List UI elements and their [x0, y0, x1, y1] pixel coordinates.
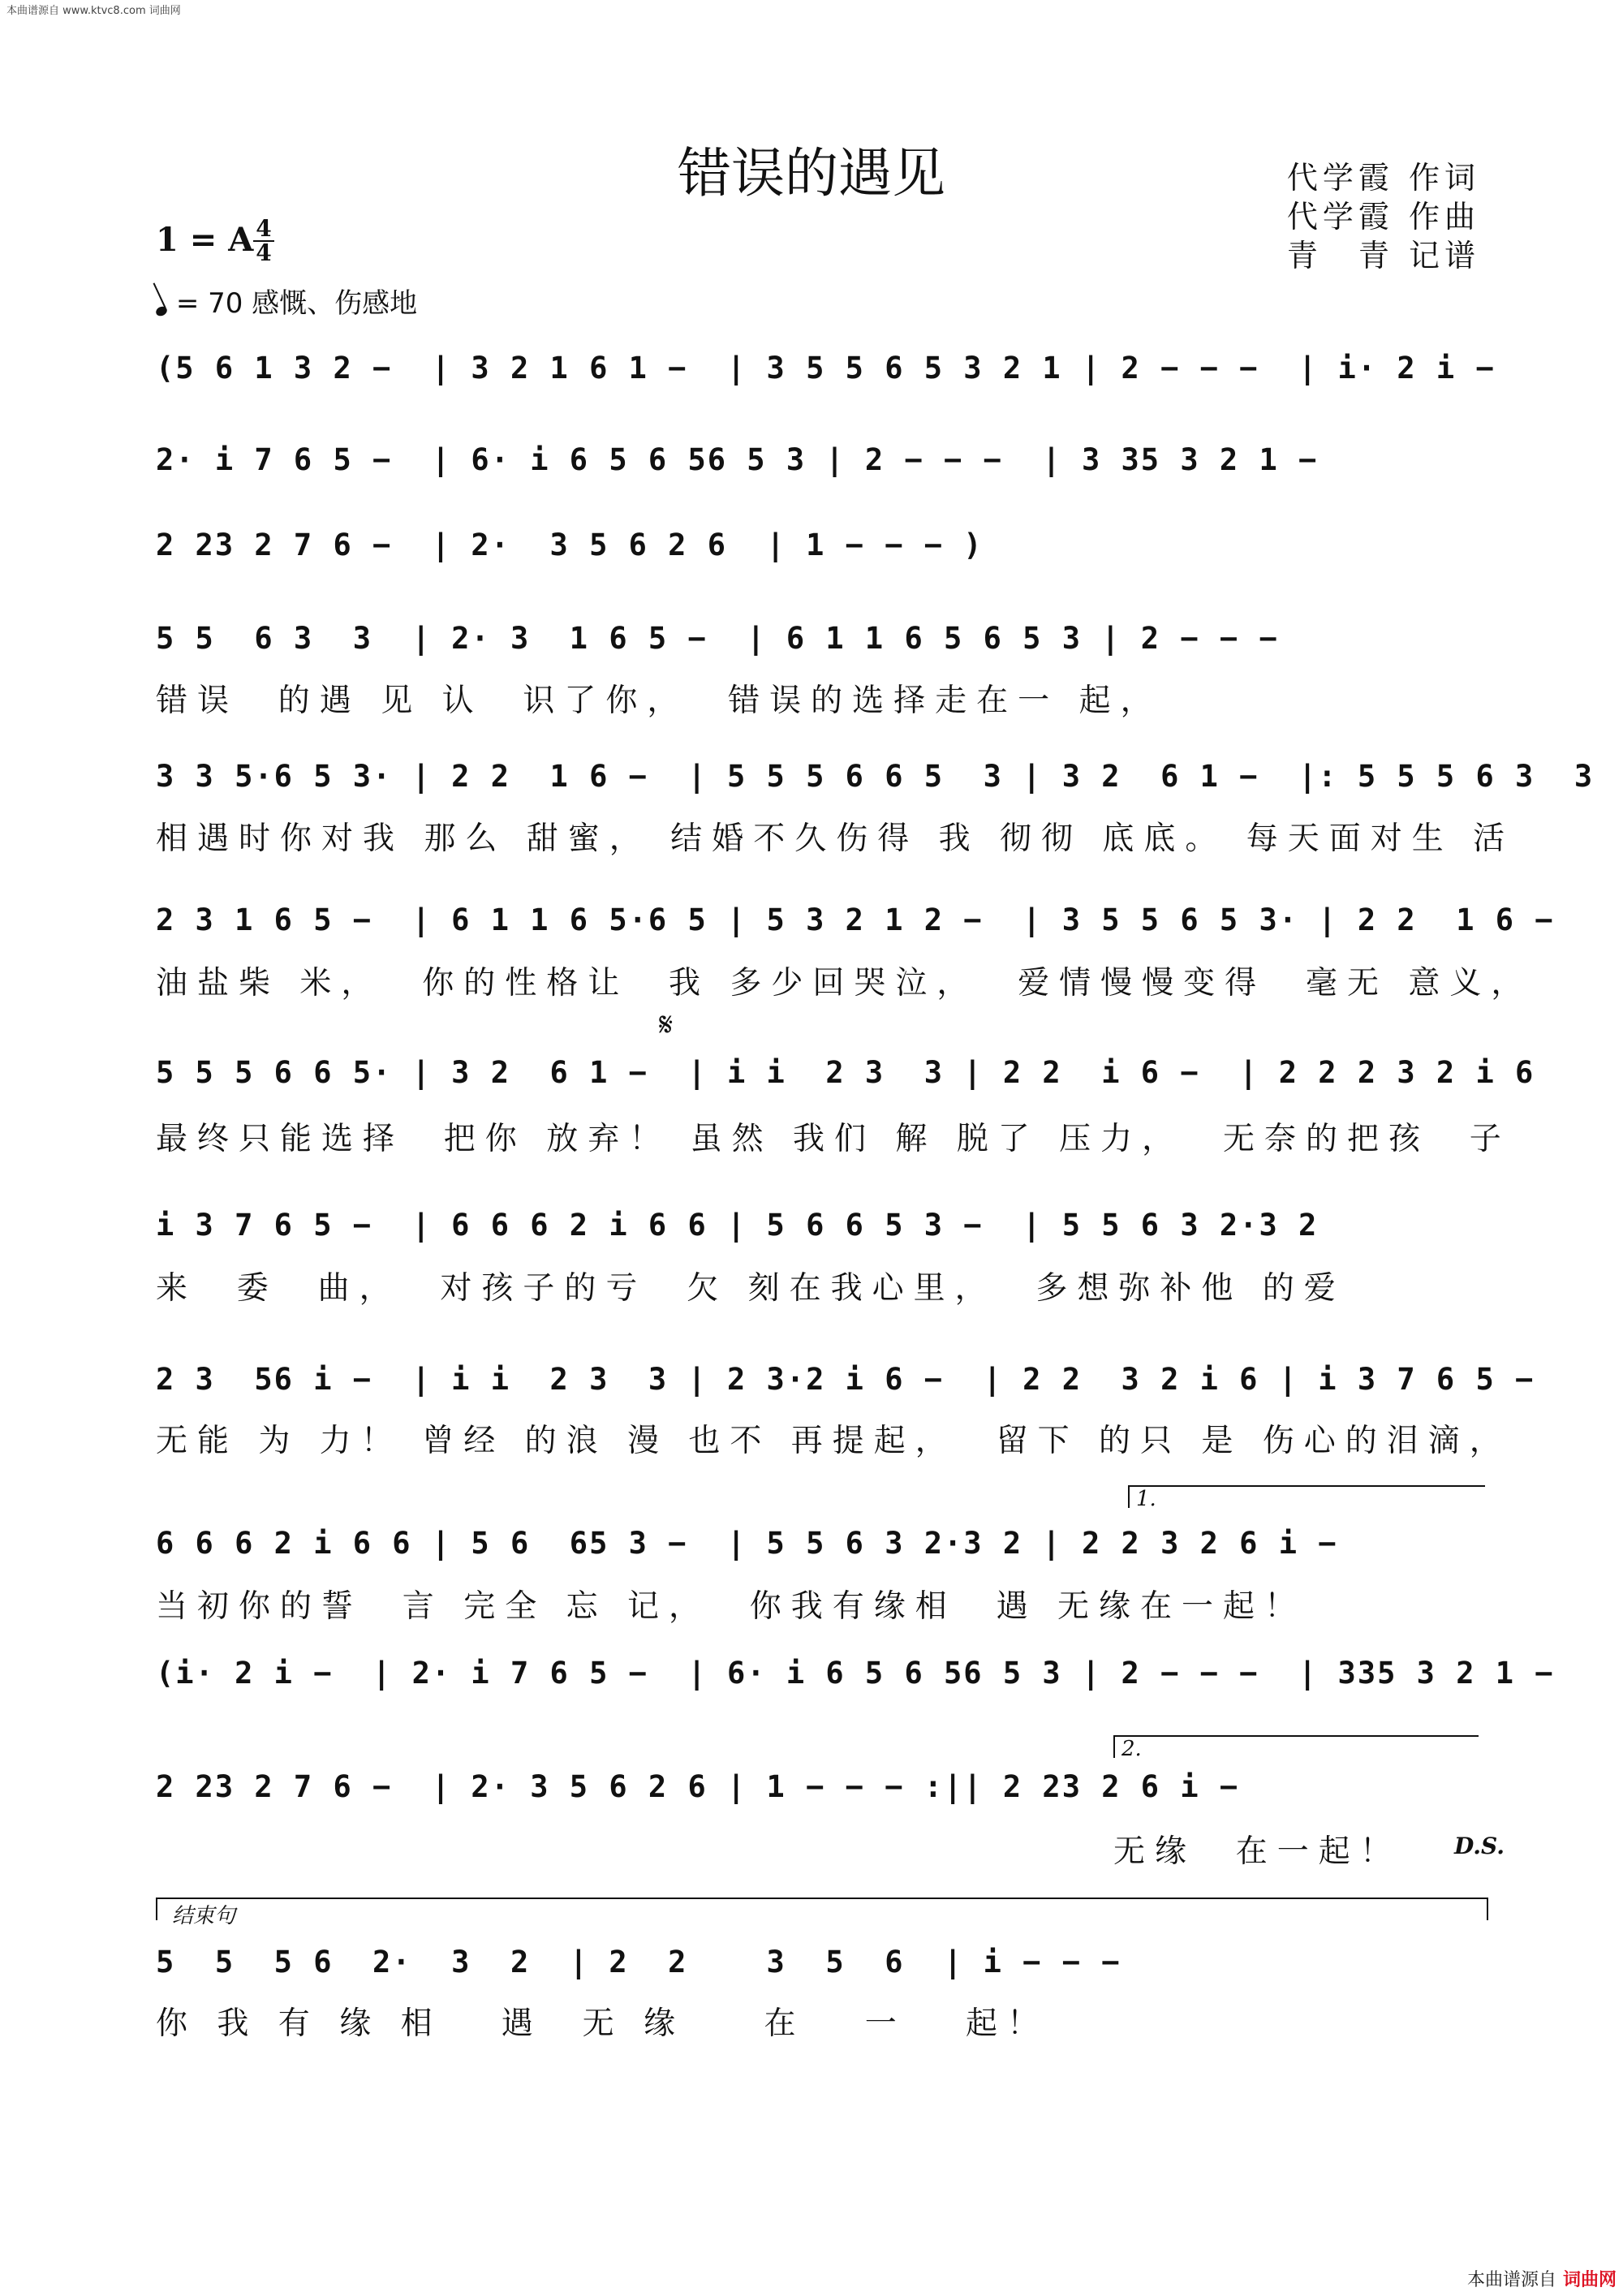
lyric-line: 无能 为 力！ 曾经 的浪 漫 也不 再提起， 留下 的只 是 伤心的泪滴，: [156, 1423, 1511, 1459]
score-row: 2 23 2 7 6 − | 2· 3 5 6 2 6 | 1 − − − ): [156, 528, 984, 562]
score-row: 3 3 5·6 5 3· | 2 2 1 6 − | 5 5 5 6 6 5 3 | 3 2 6 1 − |: 5 5 5 6 3 3: [156, 759, 1595, 794]
segno-icon: 𝄋: [659, 1006, 674, 1044]
ending-phrase-bracket: [156, 1898, 1488, 1928]
lyric-line: 当初你的誓 言 完全 忘 记， 你我有缘相 遇 无缘在一起！: [156, 1588, 1306, 1625]
lyric-line: 无缘 在一起！: [1113, 1833, 1401, 1870]
lyric-line: 你 我 有 缘 相 遇 无 缘 在 一 起！: [156, 2005, 1048, 2042]
footer-prefix: 本曲谱源自: [1466, 2270, 1556, 2290]
score-row: 5 5 6 3 3 | 2· 3 1 6 5 − | 6 1 1 6 5 6 5 3 | 2 − − −: [156, 621, 1279, 656]
meter-bottom: 4: [256, 239, 272, 266]
lyric-line: 相遇时你对我 那么 甜蜜， 结婚不久伤得 我 彻彻 底底。 每天面对生 活: [156, 821, 1515, 857]
volta-2: 2.: [1113, 1735, 1479, 1758]
footer-brand-logo[interactable]: 词曲网: [1562, 2270, 1617, 2290]
time-signature: [253, 215, 274, 266]
lyric-line: 来 委 曲， 对孩子的亏 欠 刻在我心里， 多想弥补他 的爱: [156, 1270, 1345, 1307]
credits: [1287, 158, 1480, 275]
lyricist-credit: 代学霞 作词: [1286, 160, 1480, 196]
score-row: 2· i 7 6 5 − | 6· i 6 5 6 56 5 3 | 2 − − − | 3 35 3 2 1 −: [156, 442, 1319, 477]
lyric-line: 错误 的遇 见 认 识了你， 错误的选择走在一 起，: [156, 683, 1162, 719]
score-row: 5 5 5 6 6 5· | 3 2 6 1 − | i i 2 3 3 | 2 2 i 6 − | 2 2 2 3 2 i 6: [156, 1055, 1535, 1090]
score-row: (5 6 1 3 2 − | 3 2 1 6 1 − | 3 5 5 6 5 3 2 1 | 2 − − − | i· 2 i −: [156, 351, 1496, 386]
score-row: 2 23 2 7 6 − | 2· 3 5 6 2 6 | 1 − − − :|| 2 23 2 6 i −: [156, 1769, 1240, 1804]
site-header: 本曲谱源自 www.ktvc8.com 词曲网: [6, 5, 181, 17]
ending-phrase-label: 结束句: [172, 1904, 236, 1928]
score-row: 2 3 1 6 5 − | 6 1 1 6 5·6 5 | 5 3 2 1 2 − | 3 5 5 6 5 3· | 2 2 1 6 −: [156, 902, 1555, 937]
quarter-note-icon: [154, 305, 168, 318]
tempo-text: = 70 感慨、伤感地: [175, 287, 418, 320]
ds-marking: D.S.: [1454, 1833, 1505, 1859]
lyric-line: 油盐柴 米， 你的性格让 我 多少回哭泣， 爱情慢慢变得 毫无 意义，: [156, 965, 1533, 1002]
lyric-line: 最终只能选择 把你 放弃！ 虽然 我们 解 脱了 压力， 无奈的把孩 子: [156, 1121, 1511, 1157]
tempo-marking: [156, 281, 417, 321]
footer-source: [1467, 2266, 1617, 2291]
score-row: (i· 2 i − | 2· i 7 6 5 − | 6· i 6 5 6 56 5 3 | 2 − − − | 335 3 2 1 −: [156, 1656, 1555, 1691]
composer-credit: 代学霞 作曲: [1286, 199, 1480, 235]
meter-top: 4: [256, 215, 272, 242]
score-row: 2 3 56 i − | i i 2 3 3 | 2 3·2 i 6 − | 2 2 3 2 i 6 | i 3 7 6 5 −: [156, 1362, 1535, 1397]
song-title: 错误的遇见: [678, 142, 945, 205]
score-row: 6 6 6 2 i 6 6 | 5 6 65 3 − | 5 5 6 3 2·3 2 | 2 2 3 2 6 i −: [156, 1526, 1338, 1561]
transcriber-credit: 青 青 记谱: [1286, 238, 1480, 274]
key-signature: 1 = A: [156, 221, 254, 259]
volta-1: 1.: [1128, 1485, 1485, 1508]
score-row: 5 5 5 6 2· 3 2 | 2 2 3 5 6 | i − − −: [156, 1945, 1121, 1979]
score-row: i 3 7 6 5 − | 6 6 6 2 i 6 6 | 5 6 6 5 3 − | 5 5 6 3 2·3 2: [156, 1208, 1319, 1243]
